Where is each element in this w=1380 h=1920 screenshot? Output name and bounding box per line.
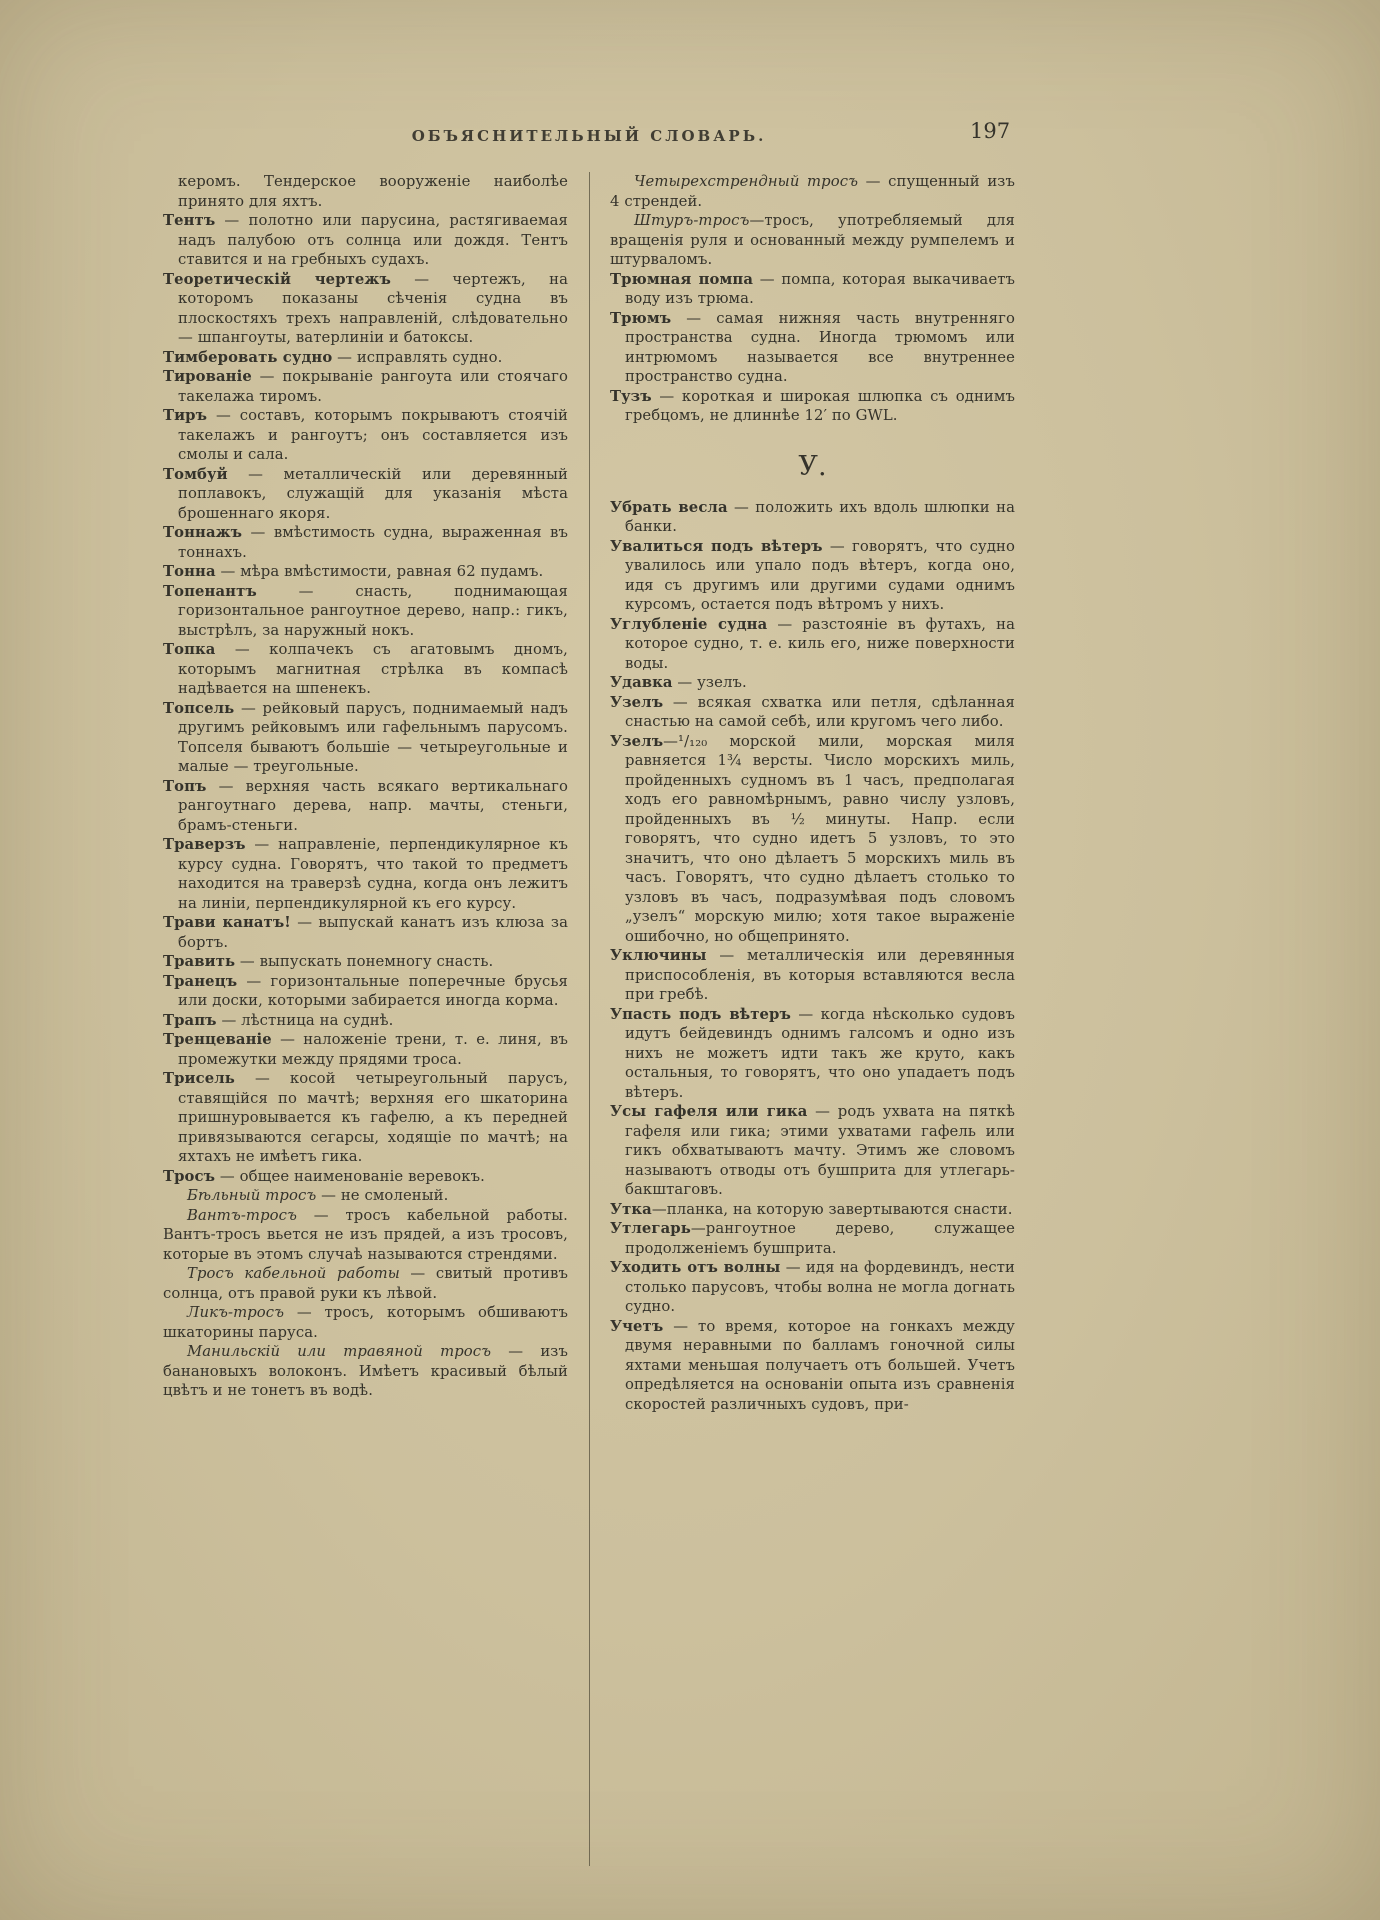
entry-definition: —рангоутное дерево, служащее продолженіемъ бушприта. [625, 1220, 1015, 1257]
dictionary-entry [163, 367, 568, 406]
text-columns [163, 172, 1015, 1414]
entry-term: Трави канатъ! [163, 914, 291, 931]
entry-term: Тимберовать судно [163, 348, 333, 366]
entry-term: Топенантъ [163, 582, 257, 600]
entry-term: Транецъ [163, 972, 238, 990]
entry-term: Утлегарь [610, 1220, 691, 1237]
entry-term: Тузъ [610, 387, 652, 405]
entry-definition: — разстояніе въ футахъ, на которое судно, т. е. киль его, ниже поверхности воды. [625, 615, 1015, 672]
dictionary-entry [610, 387, 1015, 426]
dictionary-entry [163, 1011, 568, 1031]
right-column [610, 172, 1015, 1414]
dictionary-entry [610, 1258, 1015, 1317]
entry-term: Убрать весла [610, 498, 728, 516]
entry-term: Топъ [163, 777, 207, 795]
dictionary-entry [610, 1102, 1015, 1200]
entry-definition: — покрываніе рангоута или стоячаго такелажа тиромъ. [178, 368, 568, 405]
entry-term: Уходить отъ волны [610, 1259, 781, 1276]
dictionary-entry [163, 699, 568, 777]
entry-term: Тонна [163, 563, 216, 580]
entry-definition: — короткая и широкая шлюпка съ однимъ гребцомъ, не длиннѣе 12′ по GWL. [625, 387, 1015, 424]
entry-term: Вантъ-тросъ [187, 1206, 297, 1224]
dictionary-entry [163, 1342, 568, 1401]
entry-definition: керомъ. Тендерское вооруженіе наиболѣе принято для яхтъ. [178, 173, 568, 210]
dictionary-entry [163, 640, 568, 699]
entry-term: Тросъ [163, 1167, 216, 1185]
dictionary-entry [610, 693, 1015, 732]
dictionary-entry [610, 1005, 1015, 1103]
entry-term: Трапъ [163, 1011, 217, 1029]
entry-definition: — наложеніе трени, т. е. линя, въ промежутки между прядями троса. [178, 1031, 568, 1068]
entry-term: Узелъ [610, 693, 664, 711]
entry-definition: — металлическія или деревянныя приспособленія, въ которыя вставляются весла при гребѣ. [625, 947, 1015, 1003]
entry-term: Удавка [610, 674, 673, 691]
entry-definition: — мѣра вмѣстимости, равная 62 пудамъ. [215, 563, 544, 580]
dictionary-entry [610, 615, 1015, 674]
entry-definition: — общее наименованіе веревокъ. [215, 1167, 485, 1185]
entry-term: Томбуй [163, 465, 228, 483]
entry-term: Ликъ-тросъ [187, 1304, 285, 1321]
dictionary-entry [163, 1264, 568, 1303]
entry-term: Узелъ [610, 732, 664, 750]
entry-term: Трюмная помпа [610, 270, 754, 288]
entry-definition: — лѣстница на суднѣ. [216, 1011, 394, 1029]
entry-definition: — помпа, которая выкачиваетъ воду изъ трюма. [625, 270, 1015, 307]
dictionary-entry [610, 673, 1015, 693]
entry-definition: — направленіе, перпендикулярное къ курсу судна. Говорятъ, что такой то предметъ находится на траверзѣ судна, когда онъ лежитъ на линіи, перпендикулярной къ его курсу. [178, 836, 568, 912]
entry-definition: — положить ихъ вдоль шлюпки на банки. [625, 498, 1015, 535]
dictionary-entry [610, 537, 1015, 615]
entry-definition: — исправлять судно. [332, 348, 503, 366]
dictionary-entry [610, 270, 1015, 309]
entry-term: Траверзъ [163, 836, 246, 853]
entry-definition: — спущенный изъ 4 стрендей. [610, 173, 1015, 210]
dictionary-entry [163, 211, 568, 270]
entry-definition: — идя на фордевиндъ, нести столько парусовъ, чтобы волна не могла догнать судно. [625, 1259, 1016, 1315]
entry-definition: — не смоленый. [316, 1187, 449, 1204]
entry-definition: — вмѣстимость судна, выраженная въ тоннахъ. [178, 524, 568, 561]
entry-definition: — полотно или парусина, растягиваемая надъ палубою отъ солнца или дождя. Тентъ ставится и на гребныхъ судахъ. [178, 212, 568, 268]
entry-term: Упасть подъ вѣтеръ [610, 1005, 791, 1023]
entry-term: Тросъ кабельной работы [187, 1265, 400, 1282]
dictionary-entry [163, 523, 568, 562]
dictionary-entry [163, 1167, 568, 1187]
entry-term: Тентъ [163, 212, 216, 229]
entry-definition: — всякая схватка или петля, сдѣланная снастью на самой себѣ, или кругомъ чего либо. [625, 693, 1015, 730]
entry-definition: — когда нѣсколько судовъ идутъ бейдевиндъ однимъ галсомъ и одно изъ нихъ не можетъ идти такъ же круто, какъ остальныя, то говорятъ, что оно упадаетъ подъ вѣтеръ. [625, 1005, 1015, 1101]
entry-term: Манильскій или травяной тросъ [187, 1343, 492, 1360]
entry-definition: — самая нижняя часть внутренняго пространства судна. Иногда трюмомъ или интрюмомъ называется все внутреннее пространство судна. [625, 309, 1015, 385]
entry-term: Тиръ [163, 407, 208, 424]
dictionary-entry [610, 309, 1015, 387]
dictionary-entry [163, 913, 568, 952]
dictionary-entry [610, 1317, 1015, 1415]
dictionary-entry [163, 1303, 568, 1342]
entry-definition: — горизонтальные поперечные брусья или доски, которыми забирается иногда корма. [178, 972, 568, 1009]
dictionary-entry [610, 498, 1015, 537]
dictionary-entry [163, 172, 568, 211]
dictionary-entry [610, 732, 1015, 947]
dictionary-entry [163, 562, 568, 582]
entry-term: Тренцеваніе [163, 1031, 272, 1048]
entry-term: Штуръ-тросъ [634, 212, 750, 229]
dictionary-entry [163, 1206, 568, 1265]
entry-definition: — чертежъ, на которомъ показаны сѣченія судна въ плоскостяхъ трехъ направленій, слѣдовательно — шпангоуты, ватерлиніи и батоксы. [178, 270, 568, 346]
entry-term: Бѣльный тросъ [187, 1187, 317, 1204]
section-heading [610, 452, 1015, 482]
entry-definition: — узелъ. [672, 674, 747, 691]
entry-term: Четырехстрендный тросъ [634, 173, 859, 190]
entry-term: Учетъ [610, 1317, 664, 1335]
entry-term: Тоннажъ [163, 524, 243, 541]
entry-definition: — металлическій или деревянный поплавокъ, служащій для указанія мѣста брошеннаго якоря. [178, 465, 568, 522]
dictionary-entry [610, 211, 1015, 270]
entry-term: Трюмъ [610, 309, 672, 327]
entry-term: Травить [163, 953, 236, 970]
entry-definition: — колпачекъ съ агатовымъ дномъ, которымъ магнитная стрѣлка въ компасѣ надѣвается на шпенекъ. [178, 641, 568, 697]
entry-term: Утка [610, 1200, 652, 1218]
entry-definition: — косой четыреугольный парусъ, ставящійся по мачтѣ; верхняя его шкаторина пришнуровывается къ гафелю, а къ передней привязываются сегарсы, ходящіе по мачтѣ; на яхтахъ не имѣетъ гика. [178, 1070, 568, 1165]
entry-definition: — тросъ кабельной работы. Вантъ-тросъ вьется не изъ прядей, а изъ тросовъ, которые въ этомъ случаѣ называются стрендями. [163, 1206, 568, 1263]
section-heading-text: У. [798, 450, 827, 482]
entry-term: Теоретическій чертежъ [163, 270, 391, 288]
dictionary-entry [610, 1219, 1015, 1258]
entry-definition: — составъ, которымъ покрываютъ стоячій такелажъ и рангоутъ; онъ составляется изъ смолы и сала. [178, 407, 568, 463]
entry-definition: — выпускай канатъ изъ клюза за бортъ. [178, 914, 568, 951]
dictionary-entry [163, 777, 568, 836]
dictionary-entry [163, 835, 568, 913]
entry-term: Уключины [610, 947, 707, 964]
dictionary-entry [610, 172, 1015, 211]
entry-definition: — верхняя часть всякаго вертикальнаго рангоутнаго дерева, напр. мачты, стеньги, брамъ-стеньги. [178, 777, 568, 834]
entry-term: Увалиться подъ вѣтеръ [610, 537, 823, 555]
entry-definition: — то время, которое на гонкахъ между двумя неравными по балламъ гоночной силы яхтами меньшая получаетъ отъ большей. Учетъ опредѣляется на основаніи опыта изъ сравненія скоростей различныхъ судовъ, при- [625, 1317, 1015, 1413]
dictionary-entry [163, 465, 568, 524]
entry-definition: — выпускать понемногу снасть. [235, 953, 494, 970]
page-number: 197 [970, 119, 1011, 143]
entry-definition: — родъ ухвата на пяткѣ гафеля или гика; этими ухватами гафель или гикъ обхватываютъ мачту. Этимъ же словомъ называютъ отводы отъ бушприта для утлегарь-бакштаговъ. [625, 1103, 1015, 1198]
entry-term: Топка [163, 641, 216, 658]
dictionary-entry [163, 952, 568, 972]
entry-definition: — снасть, поднимающая горизонтальное рангоутное дерево, напр.: гикъ, выстрѣлъ, за наружный нокъ. [178, 582, 568, 639]
dictionary-entry [610, 946, 1015, 1005]
entry-term: Углубленіе судна [610, 615, 768, 633]
dictionary-entry [163, 1186, 568, 1206]
dictionary-entry [163, 348, 568, 368]
entry-definition: — изъ банановыхъ волоконъ. Имѣетъ красивый бѣлый цвѣтъ и не тонетъ въ водѣ. [163, 1343, 568, 1399]
dictionary-entry [163, 582, 568, 641]
left-column [163, 172, 568, 1414]
entry-definition: — тросъ, которымъ обшиваютъ шкаторины паруса. [163, 1304, 568, 1341]
running-header-title: ОБЪЯСНИТЕЛЬНЫЙ СЛОВАРЬ. [411, 127, 767, 145]
dictionary-entry [163, 270, 568, 348]
dictionary-entry [163, 972, 568, 1011]
entry-definition: — говорятъ, что судно увалилось или упало подъ вѣтеръ, когда оно, идя съ другимъ или другими судами однимъ курсомъ, остается подъ вѣтромъ у нихъ. [625, 537, 1016, 613]
entry-definition: — свитый противъ солнца, отъ правой руки къ лѣвой. [163, 1265, 568, 1302]
entry-term: Трисель [163, 1070, 235, 1087]
entry-definition: —¹/₁₂₀ морской мили, морская миля равняется 1¾ версты. Число морскихъ миль, пройденныхъ судномъ въ 1 часъ, предполагая ходъ его равномѣрнымъ, равно числу узловъ, пройденныхъ въ ½ минуты. Напр. если говорятъ, что судно идетъ 5 узловъ, то это значитъ, что оно дѣлаетъ 5 морскихъ миль въ часъ. Говорятъ, что судно дѣлаетъ столько то узловъ въ часъ, подразумѣвая подъ словомъ „узелъ“ морскую милю; хотя такое выраженіе ошибочно, но общепринято. [625, 732, 1015, 945]
dictionary-entry [610, 1200, 1015, 1220]
entry-definition: —планка, на которую завертываются снасти. [651, 1200, 1013, 1218]
dictionary-entry [163, 1030, 568, 1069]
entry-term: Топсель [163, 699, 235, 717]
entry-definition: — рейковый парусъ, поднимаемый надъ другимъ рейковымъ или гафельнымъ парусомъ. Топселя бываютъ большіе — четыреугольные и малые — треугольные. [178, 699, 568, 775]
dictionary-entry [163, 406, 568, 465]
entry-definition: —тросъ, употребляемый для вращенія руля и основанный между румпелемъ и штурваломъ. [610, 212, 1015, 268]
dictionary-entry [163, 1069, 568, 1167]
entry-term: Тированіе [163, 368, 252, 385]
entry-term: Усы гафеля или гика [610, 1103, 808, 1120]
